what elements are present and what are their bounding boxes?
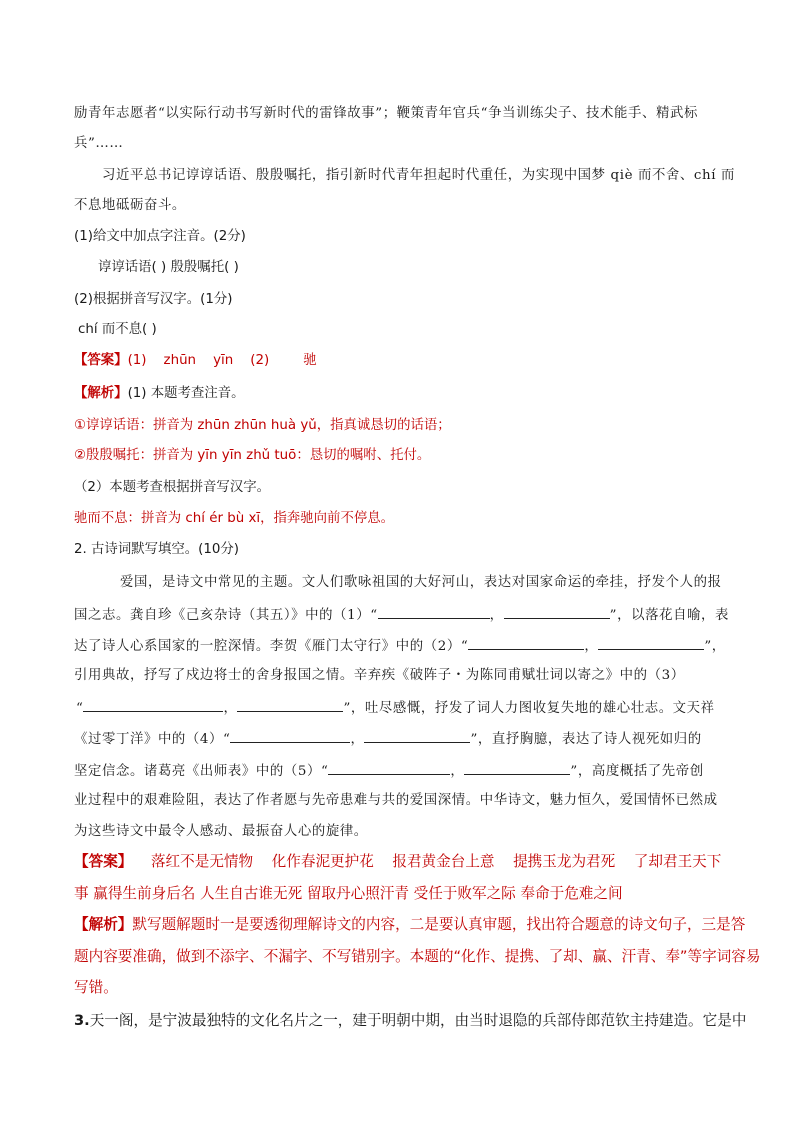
q2-comma: ，	[350, 732, 365, 747]
q2-text: 《过零丁洋》中的（4）“	[74, 732, 231, 747]
blank-3b[interactable]	[237, 697, 343, 712]
q2-para-line-2	[74, 604, 729, 626]
q2-text: 坚定信念。诸葛亮《出师表》中的（5）“	[74, 764, 329, 779]
q3-text: 天一阁，是宁波最独特的文化名片之一，建于明朝中期，由当时退隐的兵部侍郎范钦主持建造。它是中	[89, 1012, 747, 1029]
q2-comma: ，	[489, 608, 504, 623]
q2-comma: ，	[450, 764, 465, 779]
q1-part2-item: chí 而不息( )	[78, 322, 157, 337]
analysis2-line-1	[74, 915, 745, 935]
analysis2-text-1: 默写题解题时一是要透彻理解诗文的内容，二是要认真审题，找出符合题意的诗文句子，三是答	[132, 916, 746, 933]
q2-para-line-1: 爱国，是诗文中常见的主题。文人们歌咏祖国的大好河山，表达对国家命运的牵挂，抒发个人的报	[120, 575, 722, 590]
q2-comma: ，	[223, 701, 238, 716]
intro-line-1: 励青年志愿者“以实际行动书写新时代的雷锋故事”；鞭策青年官兵“争当训练尖子、技术能手、精武标	[74, 106, 698, 121]
q2-text: ”，直抒胸臆，表达了诗人视死如归的	[470, 732, 702, 747]
q2-text: “	[76, 701, 84, 716]
q2-comma: ，	[584, 639, 599, 654]
intro-line-4: 不息地砥砺奋斗。	[74, 198, 186, 213]
q2-para-line-7	[74, 760, 704, 782]
q2-text: ”，	[704, 639, 726, 654]
analysis1-line-5: 驰而不息：拼音为 chí ér bù xī，指奔驰向前不停息。	[74, 511, 395, 526]
blank-2a[interactable]	[468, 635, 584, 650]
answer2-line-1	[74, 852, 721, 872]
q3-line	[74, 1011, 746, 1031]
intro-line-2: 兵”……	[74, 136, 124, 151]
analysis-tag: 【解析】	[74, 916, 133, 933]
q2-text: 达了诗人心系国家的一腔深情。李贺《雁门太守行》中的（2）“	[74, 639, 469, 654]
answer1-text: (1) zhūn yīn (2) 驰	[127, 353, 317, 368]
blank-4b[interactable]	[364, 728, 470, 743]
q2-para-line-3	[74, 635, 726, 657]
answer-tag: 【答案】	[74, 853, 133, 870]
blank-3a[interactable]	[83, 697, 223, 712]
answer2-text-1: 落红不是无情物 化作春泥更护花 报君黄金台上意 提携玉龙为君死 了却君王天下	[132, 853, 722, 870]
q2-text: 国之志。龚自珍《己亥杂诗（其五）》中的（1）“	[74, 608, 378, 623]
q2-para-line-6	[74, 728, 702, 750]
blank-4a[interactable]	[230, 728, 350, 743]
analysis2-line-2: 题内容要准确，做到不添字、不漏字、不写错别字。本题的“化作、提携、了却、赢、汗青、奉”等字词容易	[74, 948, 761, 965]
q2-text: ”，以落花自喻，表	[609, 608, 730, 623]
q3-number: 3.	[74, 1012, 90, 1029]
q2-text: ”，吐尽感慨，抒发了词人力图收复失地的雄心壮志。文天祥	[343, 701, 715, 716]
q2-title: 2. 古诗词默写填空。(10分)	[74, 542, 240, 557]
q2-para-line-9: 为这些诗文中最令人感动、最振奋人心的旋律。	[74, 824, 368, 839]
answer-tag: 【答案】	[74, 353, 128, 368]
answer1-line	[74, 351, 317, 371]
q2-para-line-8: 业过程中的艰难险阻，表达了作者愿与先帝患难与共的爱国深情。中华诗文，魅力恒久，爱国情怀已然成	[74, 793, 718, 808]
q1-part1: (1)给文中加点字注音。(2分)	[74, 229, 246, 244]
answer2-line-2: 事 赢得生前身后名 人生自古谁无死 留取丹心照汗青 受任于败军之际 奉命于危难之间	[74, 885, 623, 902]
q2-para-line-5	[76, 697, 715, 719]
blank-1a[interactable]	[378, 604, 490, 619]
blank-1b[interactable]	[504, 604, 610, 619]
blank-5b[interactable]	[464, 760, 570, 775]
analysis-tag: 【解析】	[74, 386, 128, 401]
analysis2-line-3: 写错。	[74, 979, 118, 996]
analysis1-line-2: ①谆谆话语：拼音为 zhūn zhūn huà yǔ，指真诚恳切的话语；	[74, 418, 451, 433]
analysis1-line-3: ②殷殷嘱托：拼音为 yīn yīn zhǔ tuō：恳切的嘱咐、托付。	[74, 448, 431, 463]
q1-items: 谆谆话语( ) 殷殷嘱托( )	[98, 260, 239, 275]
analysis1-line-1	[74, 384, 245, 404]
q1-part2: (2)根据拼音写汉字。(1分)	[74, 292, 233, 307]
analysis1-line-4: （2）本题考查根据拼音写汉字。	[74, 480, 270, 495]
blank-2b[interactable]	[598, 635, 704, 650]
analysis1-text-1: (1) 本题考查注音。	[127, 386, 245, 401]
intro-line-3: 习近平总书记谆谆话语、殷殷嘱托，指引新时代青年担起时代重任，为实现中国梦 qiè 而不舍、chí 而	[102, 168, 735, 183]
q2-text: ”，高度概括了先帝创	[570, 764, 704, 779]
q2-para-line-4: 引用典故，抒写了戍边将士的舍身报国之情。辛弃疾《破阵子・为陈同甫赋壮词以寄之》中的（3）	[74, 668, 685, 683]
blank-5a[interactable]	[328, 760, 450, 775]
